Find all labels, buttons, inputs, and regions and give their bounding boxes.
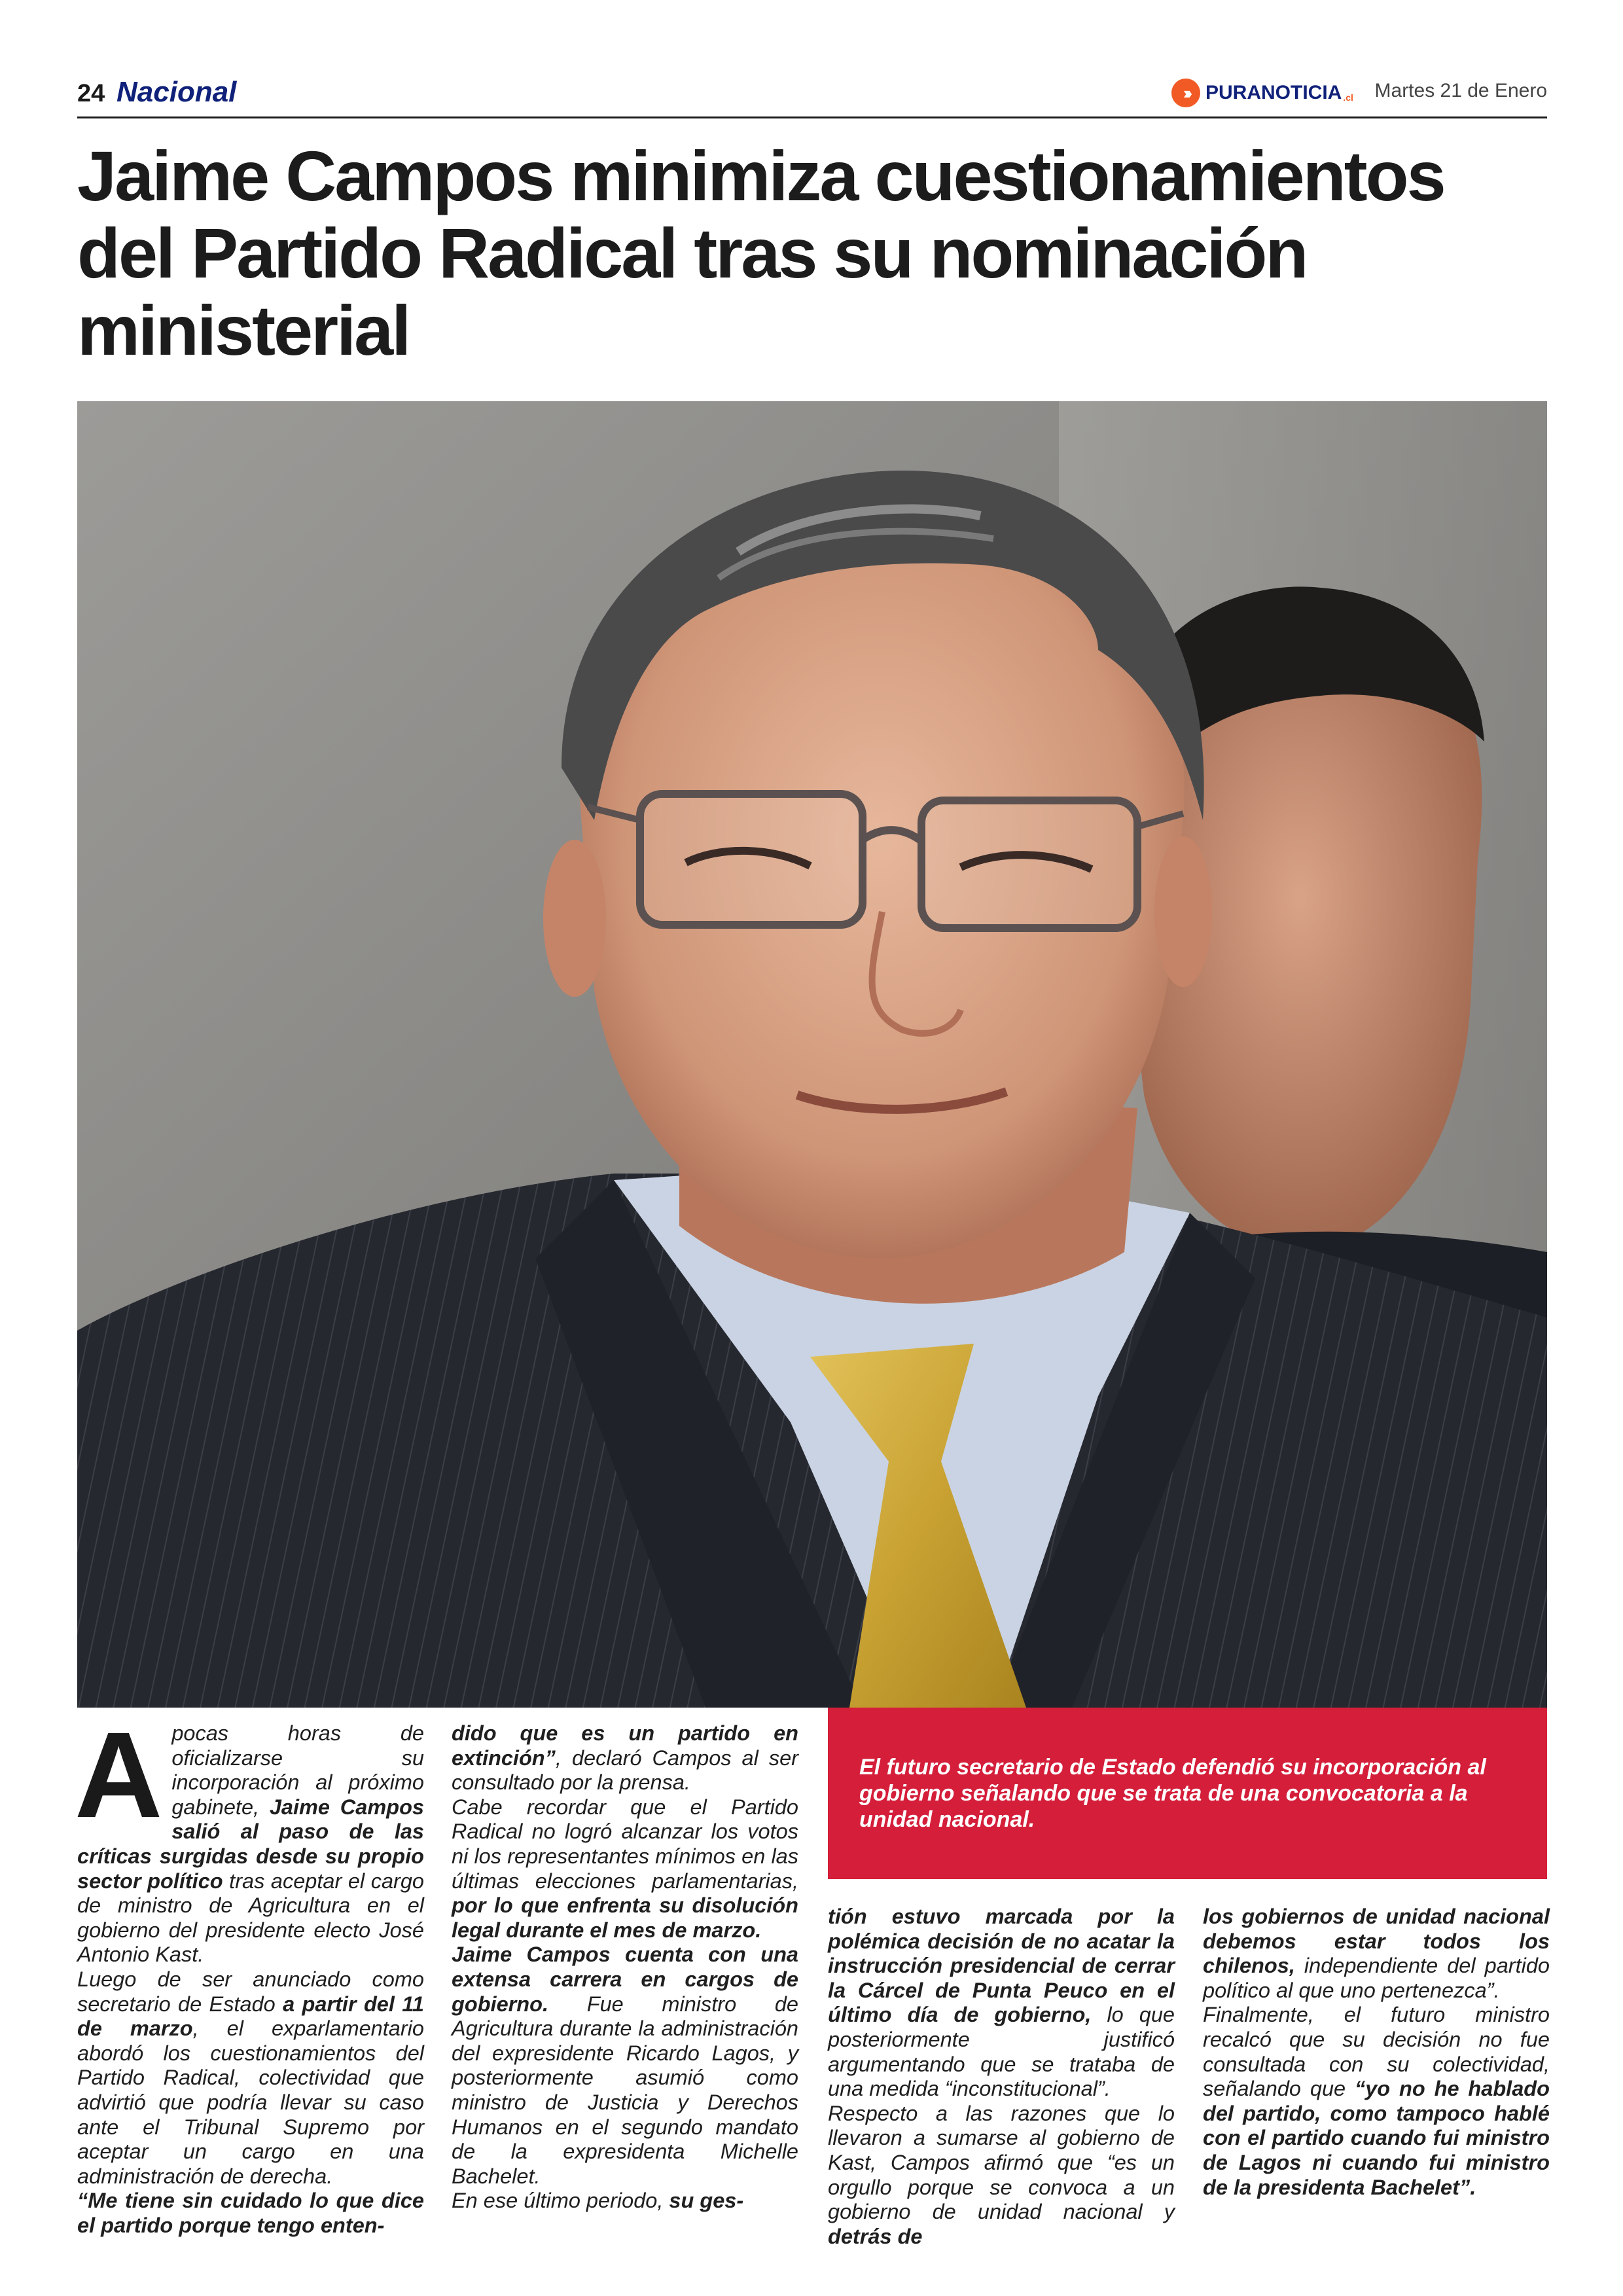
paragraph: Jaime Campos cuenta con una extensa carrera en cargos de gobierno. Fue ministro de Agricultura durante la administración del expresidente Ricardo Lagos, y posteriormente asumió como ministro de Justicia y Derechos Humanos en el segundo mandato de la expresidenta Michelle Bachelet. bbox=[452, 1943, 798, 2188]
article-column-3 bbox=[828, 1905, 1175, 2249]
article-column-4 bbox=[1203, 1905, 1550, 2200]
puranoticia-logo bbox=[1171, 79, 1353, 107]
article-photo bbox=[77, 401, 1547, 1708]
paragraph: dido que es un partido en extinción”, declaró Campos al ser consultado por la prensa. bbox=[452, 1721, 798, 1795]
section-name: Nacional bbox=[116, 76, 237, 108]
paragraph: A pocas horas de oficializarse su incorporación al próximo gabinete, Jaime Campos salió al paso de las críticas surgidas desde su propio sector político tras aceptar el cargo de ministro de Agricultura en el gobierno del presidente electo José Antonio Kast. bbox=[75, 1708, 424, 1967]
article-column-1 bbox=[75, 1708, 424, 2238]
paragraph: Finalmente, el futuro ministro recalcó que su decisión no fue consultada con su colectividad, señalando que “yo no he hablado del partido, como tampoco hablé con el partido cuando fui ministro de Lagos ni cuando fui ministro de la presidenta Bachelet”. bbox=[1203, 2003, 1550, 2199]
issue-date: Martes 21 de Enero bbox=[1374, 80, 1547, 101]
play-arrows-icon: ››› bbox=[1171, 79, 1200, 107]
page-number: 24 bbox=[77, 80, 105, 107]
highlight-box bbox=[828, 1708, 1547, 1879]
paragraph: En ese último periodo, su ges- bbox=[452, 2189, 744, 2213]
page-header bbox=[77, 72, 1547, 118]
paragraph: tión estuvo marcada por la polémica decisión de no acatar la instrucción presidencial de cerrar la Cárcel de Punta Peuco en el último día de gobierno, lo que posteriormente justificó argumentando que se trataba de una medida “inconstitucional”. bbox=[828, 1905, 1175, 2101]
paragraph: Luego de ser anunciado como secretario de Estado a partir del 11 de marzo, el exparlamentario abordó los cuestionamientos del Partido Radical, colectividad que advirtió que podría llevar su caso ante el Tribunal Supremo por aceptar un cargo en una administración de derecha. bbox=[77, 1967, 424, 2188]
logo-text: PURANOTICIA bbox=[1205, 82, 1342, 103]
drop-cap: A bbox=[75, 1708, 163, 1843]
paragraph: Respecto a las razones que lo llevaron a sumarse al gobierno de Kast, Campos afirmó que “es un orgullo porque se convoca a un gobierno de unidad nacional y detrás de bbox=[828, 2101, 1175, 2248]
logo-suffix: .cl bbox=[1343, 92, 1353, 103]
article-headline: Jaime Campos minimiza cuestionamientos del Partido Radical tras su nominación ministerial bbox=[77, 136, 1444, 370]
article-column-2 bbox=[452, 1721, 798, 2214]
photo-illustration bbox=[77, 401, 1547, 1708]
paragraph: “Me tiene sin cuidado lo que dice el partido porque tengo enten- bbox=[77, 2189, 424, 2237]
paragraph: Cabe recordar que el Partido Radical no logró alcanzar los votos ni los representantes mínimos en las últimas elecciones parlamentarias, por lo que enfrenta su disolución legal durante el mes de marzo. bbox=[452, 1795, 798, 1942]
highlight-text: El futuro secretario de Estado defendió su incorporación al gobierno señalando que se trata de una convocatoria a la unidad nacional. bbox=[859, 1755, 1486, 1832]
paragraph: los gobiernos de unidad nacional debemos estar todos los chilenos, independiente del partido político al que uno pertenezca”. bbox=[1203, 1905, 1550, 2002]
